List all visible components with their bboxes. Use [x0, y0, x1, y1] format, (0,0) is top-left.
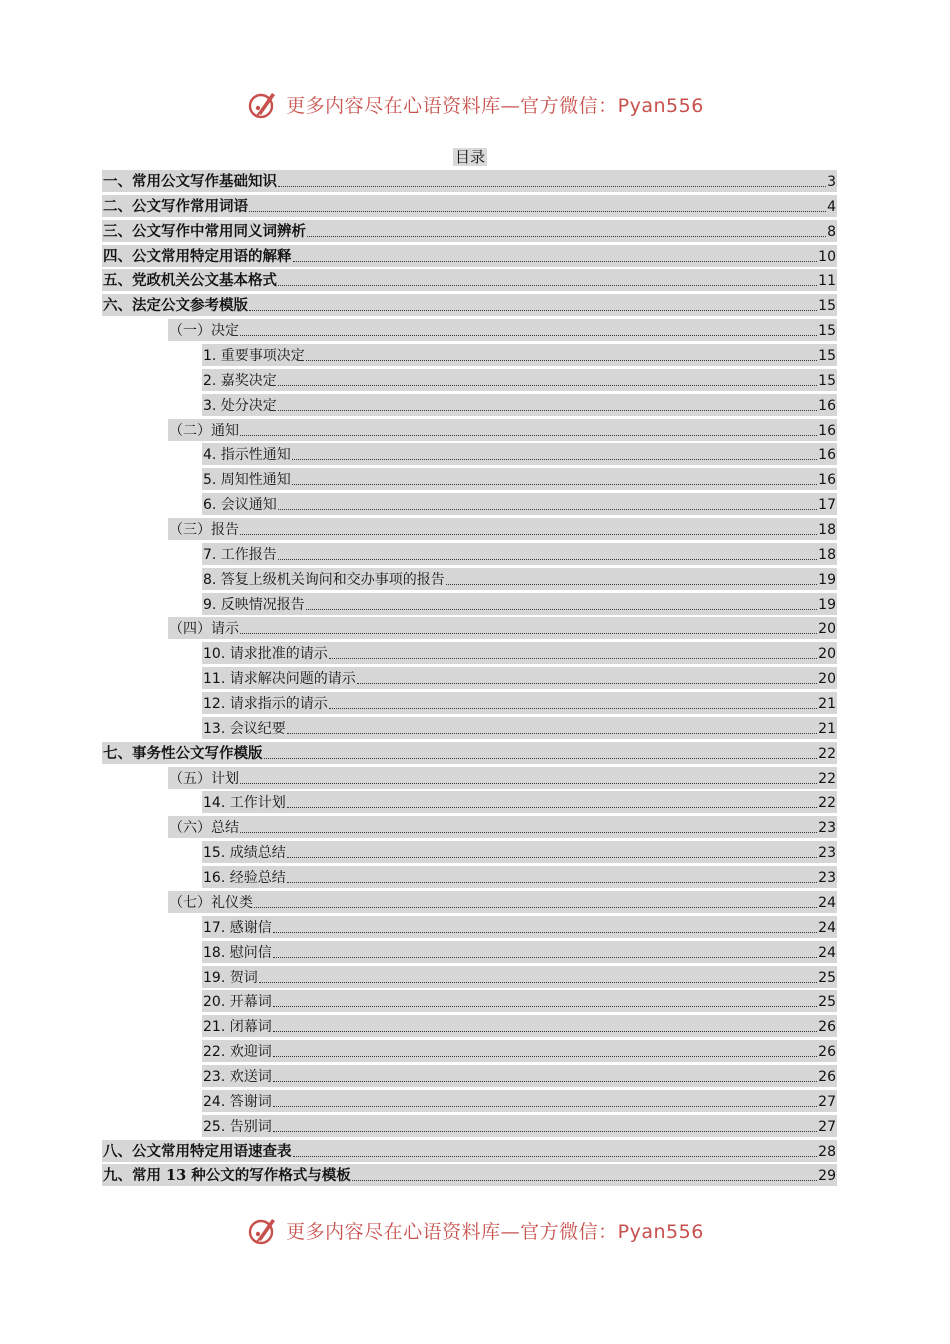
toc-entry-page-number: 23 [818, 820, 836, 837]
toc-entry-page-number: 28 [818, 1143, 836, 1160]
toc-entry[interactable] [202, 717, 837, 739]
toc-entry-label: （六）总结 [169, 820, 239, 837]
toc-entry-page-number: 17 [818, 497, 836, 514]
toc-entry[interactable] [202, 841, 837, 863]
dot-leader [278, 384, 817, 386]
dot-leader [273, 931, 817, 933]
toc-entry-label: 18. 慰问信 [203, 944, 272, 961]
toc-title: 目录 [454, 148, 485, 166]
dot-leader [306, 608, 817, 610]
toc-entry-page-number: 8 [827, 223, 836, 240]
toc-entry-page-number: 15 [818, 348, 836, 365]
toc-entry-label: 5. 周知性通知 [203, 472, 291, 489]
toc-entry-label: 16. 经验总结 [203, 870, 286, 887]
toc-entry-page-number: 18 [818, 546, 836, 563]
toc-entry-label: 七、事务性公文写作模版 [103, 744, 263, 762]
toc-entry-page-number: 16 [818, 472, 836, 489]
toc-entry-page-number: 24 [818, 944, 836, 961]
toc-entry-label: 11. 请求解决问题的请示 [203, 671, 356, 688]
toc-entry[interactable] [202, 866, 837, 888]
dot-leader [254, 906, 817, 908]
toc-entry-label: 3. 处分决定 [203, 397, 277, 414]
toc-entry[interactable] [102, 1164, 837, 1186]
toc-entry-label: 4. 指示性通知 [203, 447, 291, 464]
toc-entry-label: 7. 工作报告 [203, 546, 277, 563]
toc-entry-label: 六、法定公文参考模版 [103, 297, 248, 315]
dot-leader [273, 1055, 817, 1057]
toc-entry-label: （四）请示 [169, 621, 239, 638]
toc-entry[interactable] [202, 1015, 837, 1037]
toc-entry[interactable] [202, 1090, 837, 1112]
dot-leader [264, 757, 818, 759]
toc-entry-page-number: 26 [818, 1019, 836, 1036]
toc-entry-label: 6. 会议通知 [203, 497, 277, 514]
toc-entry-label: 1. 重要事项决定 [203, 348, 305, 365]
toc-entry[interactable] [202, 493, 837, 515]
toc-entry-label: 2. 嘉奖决定 [203, 372, 277, 389]
toc-entry[interactable] [102, 245, 837, 267]
toc-entry-page-number: 22 [818, 795, 836, 812]
dot-leader [259, 981, 817, 983]
toc-entry[interactable] [202, 568, 837, 590]
toc-entry[interactable] [202, 1040, 837, 1062]
toc-entry-label: 13. 会议纪要 [203, 720, 286, 737]
quill-logo-icon [246, 87, 280, 121]
toc-entry-label: 四、公文常用特定用语的解释 [103, 247, 292, 265]
toc-entry-page-number: 23 [818, 870, 836, 887]
toc-entry-label: 19. 贺词 [203, 969, 258, 986]
toc-entry[interactable] [202, 791, 837, 813]
dot-leader [273, 1130, 817, 1132]
toc-entry-page-number: 27 [818, 1118, 836, 1135]
toc-entry[interactable] [202, 1115, 837, 1137]
toc-entry[interactable] [102, 742, 837, 764]
toc-entry[interactable] [202, 990, 837, 1012]
toc-entry[interactable] [202, 344, 837, 366]
dot-leader [278, 409, 817, 411]
toc-entry-label: 8. 答复上级机关询问和交办事项的报告 [203, 571, 445, 588]
toc-entry-page-number: 15 [818, 323, 836, 340]
dot-leader [357, 682, 817, 684]
toc-entry-label: （七）礼仪类 [169, 894, 253, 911]
toc-entry-page-number: 16 [818, 397, 836, 414]
toc-entry-label: 23. 欢送词 [203, 1068, 272, 1085]
toc-entry[interactable] [202, 468, 837, 490]
toc-entry-page-number: 11 [818, 273, 836, 290]
quill-logo-icon [246, 1213, 280, 1247]
toc-entry[interactable] [168, 767, 837, 789]
toc-entry[interactable] [102, 1140, 837, 1162]
toc-entry[interactable] [168, 891, 837, 913]
toc-entry-page-number: 27 [818, 1093, 836, 1110]
toc-entry-label: （三）报告 [169, 522, 239, 539]
dot-leader [240, 334, 817, 336]
wechat-id: Pyan556 [617, 1220, 704, 1243]
toc-entry-page-number: 4 [827, 198, 836, 215]
toc-entry-page-number: 20 [818, 621, 836, 638]
toc-entry-label: 八、公文常用特定用语速查表 [103, 1142, 292, 1160]
toc-entry[interactable] [202, 692, 837, 714]
dot-leader [287, 732, 817, 734]
banner-text: 更多内容尽在心语资料库—官方微信：Pyan556 [286, 94, 704, 117]
dot-leader [278, 558, 817, 560]
toc-entry[interactable] [202, 543, 837, 565]
toc-entry[interactable] [168, 319, 837, 341]
toc-entry-page-number: 21 [818, 696, 836, 713]
dot-leader [273, 1005, 817, 1007]
dot-leader [249, 309, 817, 311]
dot-leader [249, 210, 826, 212]
dot-leader [306, 359, 817, 361]
toc-entry-page-number: 16 [818, 447, 836, 464]
toc-entry[interactable] [202, 593, 837, 615]
toc-entry-label: 二、公文写作常用词语 [103, 197, 248, 215]
toc-entry-page-number: 24 [818, 919, 836, 936]
toc-entry-label: 25. 告别词 [203, 1118, 272, 1135]
toc-entry-label: （一）决定 [169, 323, 239, 340]
dot-leader [273, 956, 817, 958]
toc-entry[interactable] [168, 816, 837, 838]
dot-leader [278, 185, 826, 187]
toc-entry-page-number: 16 [818, 422, 836, 439]
toc-entry-label: （二）通知 [169, 422, 239, 439]
toc-entry[interactable] [168, 518, 837, 540]
toc-entry[interactable] [202, 916, 837, 938]
dot-leader [278, 284, 817, 286]
toc-entry-page-number: 19 [818, 596, 836, 613]
toc-entry[interactable] [102, 269, 837, 291]
dot-leader [240, 434, 817, 436]
dot-leader [273, 1105, 817, 1107]
toc-entry[interactable] [202, 667, 837, 689]
toc-entry-label: 五、党政机关公文基本格式 [103, 272, 277, 290]
toc-entry-page-number: 25 [818, 994, 836, 1011]
dot-leader [292, 483, 817, 485]
toc-entry-label: 9. 反映情况报告 [203, 596, 305, 613]
dot-leader [287, 881, 817, 883]
toc-entry[interactable] [202, 394, 837, 416]
toc-entry-page-number: 19 [818, 571, 836, 588]
toc-entry[interactable] [102, 294, 837, 316]
dot-leader [273, 1030, 817, 1032]
toc-entry-page-number: 22 [818, 770, 836, 787]
toc-entry-page-number: 21 [818, 720, 836, 737]
toc-entry[interactable] [202, 443, 837, 465]
dot-leader [292, 458, 817, 460]
toc-entry[interactable] [202, 642, 837, 664]
dot-leader [287, 856, 817, 858]
table-of-contents [102, 170, 837, 1189]
toc-entry[interactable] [202, 941, 837, 963]
wechat-id: Pyan556 [617, 94, 704, 117]
dot-leader [352, 1179, 817, 1181]
toc-entry-page-number: 15 [818, 298, 836, 315]
toc-entry-label: 22. 欢迎词 [203, 1044, 272, 1061]
dot-leader [329, 657, 817, 659]
toc-entry-label: 15. 成绩总结 [203, 845, 286, 862]
dot-leader [446, 583, 817, 585]
toc-entry[interactable] [102, 170, 837, 192]
dot-leader [278, 508, 817, 510]
dot-leader [293, 1155, 818, 1157]
dot-leader [273, 1080, 817, 1082]
dot-leader [240, 533, 817, 535]
toc-entry-label: 21. 闭幕词 [203, 1019, 272, 1036]
banner-text: 更多内容尽在心语资料库—官方微信：Pyan556 [286, 1220, 704, 1243]
toc-entry-page-number: 24 [818, 894, 836, 911]
dot-leader [293, 260, 818, 262]
toc-entry-page-number: 3 [827, 174, 836, 190]
toc-entry-page-number: 20 [818, 671, 836, 688]
dot-leader [240, 831, 817, 833]
toc-entry-page-number: 18 [818, 522, 836, 539]
dot-leader [329, 707, 817, 709]
toc-entry[interactable] [168, 617, 837, 639]
toc-entry[interactable] [168, 419, 837, 441]
toc-entry[interactable] [202, 966, 837, 988]
toc-entry-label: 九、常用 13 种公文的写作格式与模板 [103, 1167, 351, 1185]
dot-leader [240, 782, 817, 784]
toc-entry-label: 24. 答谢词 [203, 1093, 272, 1110]
dot-leader [240, 632, 817, 634]
toc-entry-page-number: 22 [818, 745, 836, 762]
toc-entry[interactable] [102, 220, 837, 242]
toc-entry-label: 14. 工作计划 [203, 795, 286, 812]
toc-entry-page-number: 26 [818, 1044, 836, 1061]
header-banner [0, 84, 950, 124]
footer-banner [0, 1210, 950, 1250]
toc-entry-page-number: 20 [818, 646, 836, 663]
toc-entry-label: 20. 开幕词 [203, 994, 272, 1011]
toc-entry-page-number: 25 [818, 969, 836, 986]
toc-entry-page-number: 23 [818, 845, 836, 862]
toc-entry-label: 一、常用公文写作基础知识 [103, 173, 277, 190]
toc-entry-label: （五）计划 [169, 770, 239, 787]
toc-entry[interactable] [202, 1065, 837, 1087]
toc-entry-label: 17. 感谢信 [203, 919, 272, 936]
toc-entry-page-number: 10 [818, 248, 836, 265]
dot-leader [307, 235, 826, 237]
toc-entry-page-number: 29 [818, 1168, 836, 1185]
toc-entry[interactable] [202, 369, 837, 391]
toc-entry-label: 10. 请求批准的请示 [203, 646, 328, 663]
toc-entry-label: 三、公文写作中常用同义词辨析 [103, 222, 306, 240]
dot-leader [287, 806, 817, 808]
toc-entry-page-number: 15 [818, 372, 836, 389]
toc-entry-page-number: 26 [818, 1068, 836, 1085]
toc-entry[interactable] [102, 195, 837, 217]
toc-entry-label: 12. 请求指示的请示 [203, 696, 328, 713]
